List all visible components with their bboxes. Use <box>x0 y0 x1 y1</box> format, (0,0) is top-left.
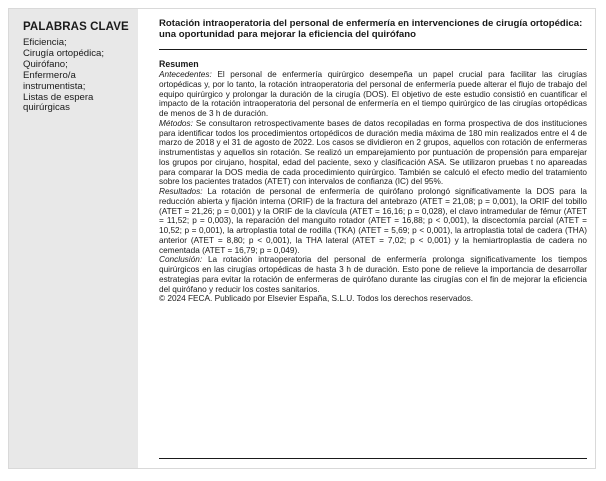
abstract-body <box>159 70 587 304</box>
section-label: Métodos: <box>159 118 193 128</box>
keyword-item: Cirugía ortopédica; <box>23 47 105 59</box>
section-antecedentes <box>159 70 587 119</box>
section-metodos <box>159 119 587 187</box>
keywords-list <box>23 38 135 114</box>
keyword-item: Listas de espera quirúrgicas <box>23 91 94 114</box>
section-text: La rotación intraoperatoria del personal de enfermería prolonga significativamente los tiempos quirúrgicos en las cirugías ortopédicas de hasta 3 h de duración. Esto pone de relieve la importancia de desarrollar estrategias para evitar la rotación de enfermeras de quirófano durante las cirugías con el fin de mejorar la eficiencia del quirófano y reducir los costes sanitarios. <box>159 255 587 294</box>
section-text: Se consultaron retrospectivamente bases de datos recopiladas en forma prospectiva de dos instituciones para identificar todos los procedimientos ortopédicos de duración media máxima de 180 min realizados entre el 4 de marzo de 2018 y el 31 de agosto de 2022. Los casos se dividieron en 2 grupos, aquellos con rotación de enfermeras instrumentistas y aquellos sin rotación. Se realizó un emparejamiento por puntuación de propensión para emparejar los grupos por cirujano, hospital, edad del paciente, sexo y clasificación ASA. Se utilizaron pruebas t no apareadas para comparar la DOS media de cada procedimiento quirúrgico. También se calculó el efecto medio del tratamiento sobre los pacientes tratados (ATET) con intervalos de confianza (IC) del 95%. <box>159 118 587 187</box>
title-divider <box>159 49 587 50</box>
article-title: Rotación intraoperatoria del personal de enfermería en intervenciones de cirugía ortopédica: una oportunidad para mejorar la eficiencia del quirófano <box>159 18 583 41</box>
section-conclusion <box>159 255 587 294</box>
keywords-heading: PALABRAS CLAVE <box>23 21 129 33</box>
keyword-item: Enfermero/a instrumentista; <box>23 69 86 92</box>
section-resultados <box>159 187 587 255</box>
section-text: La rotación de personal de enfermería de quirófano prolongó significativamente la DOS para la reducción abierta y fijación interna (ORIF) de la fractura del antebrazo (ATET = 21,08; p = 0,001), la ORIF del tobillo (ATET = 21,26; p = 0,001) y la ORIF de la clavícula (ATET = 16,16; p = 0,028), el clavo intramedular de fémur (ATET = 11,52; p = 0,003), la reparación del manguito rotador (ATET = 16,88; p < 0,001), la discectomía parcial (ATET = 10,52; p = 0,001), la artroplastia total de rodilla (TKA) (ATET = 5,69; p < 0,001), la artroplastia total de cadera (THA) anterior (ATET = 8,80; p < 0,001), la THA lateral (ATET = 7,02; p < 0,001) y la hemiartroplastia de cadera no cementada (ATET = 16,79; p = 0,049). <box>159 187 587 255</box>
keywords-sidebar <box>9 9 138 468</box>
section-label: Conclusión: <box>159 255 203 265</box>
section-label: Resultados: <box>159 187 203 196</box>
keyword-item: Quirófano; <box>23 58 68 70</box>
bottom-divider <box>159 458 587 459</box>
section-text: El personal de enfermería quirúrgico desempeña un papel crucial para facilitar las cirugías ortopédicas y, por lo tanto, la rotación intraoperatoria del personal de enfermería puede alterar el flujo de trabajo del equipo quirúrgico y prolongar la duración de la cirugía (DOS). El objetivo de este estudio consistió en cuantificar el impacto de la rotación intraoperatoria del personal de enfermería en el tiempo quirúrgico de las cirugías ortopédicas de menos de 3 h de duración. <box>159 70 587 118</box>
resumen-heading: Resumen <box>159 59 199 69</box>
copyright-line: © 2024 FECA. Publicado por Elsevier España, S.L.U. Todos los derechos reservados. <box>159 294 474 304</box>
abstract-box <box>8 8 596 469</box>
keyword-item: Eficiencia; <box>23 37 67 48</box>
section-label: Antecedentes: <box>159 70 212 79</box>
